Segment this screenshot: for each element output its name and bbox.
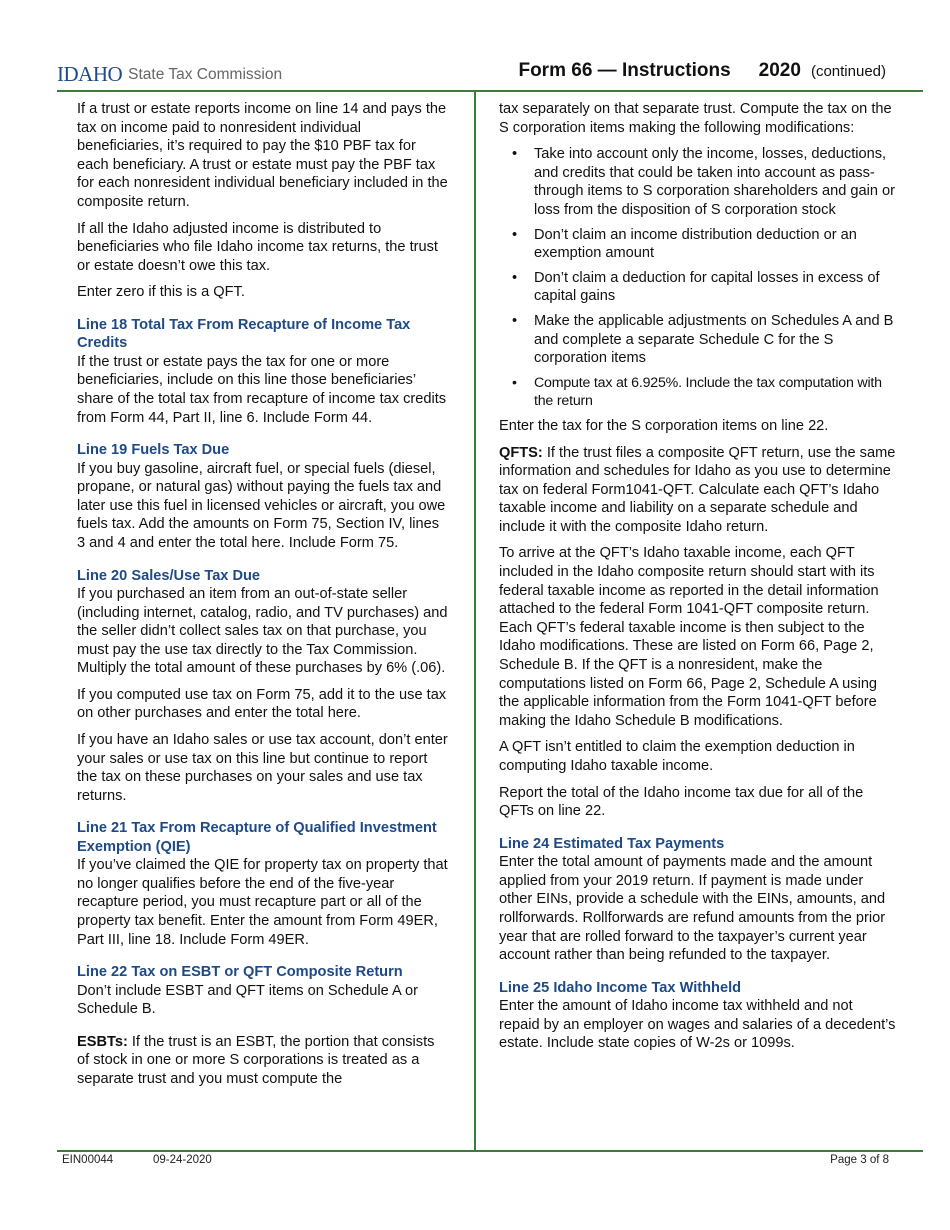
pbf-paragraph-2: If all the Idaho adjusted income is distributed to beneficiaries who file Idaho income tax returns, the trust or estate doesn’t owe this tax.	[77, 220, 438, 274]
line-20-heading: Line 20 Sales/Use Tax Due	[77, 567, 261, 584]
qft-report-text: Report the total of the Idaho income tax due for all of the QFTs on line 22.	[499, 784, 864, 820]
line-22-heading: Line 22 Tax on ESBT or QFT Composite Return	[77, 964, 403, 981]
footer-rule	[57, 1150, 923, 1152]
page-number: Page 3 of 8	[830, 1154, 889, 1166]
qft-taxable-income-text: To arrive at the QFT’s Idaho taxable income, each QFT included in the Idaho composite return should start with its federal taxable income as reported in the detail information attached to the federal Form 1041-QFT composite return. Each QFT’s federal taxable income is then subject to the Idaho modifications. These are listed on Form 66, Page 2, Schedule B. If the QFT is a nonresident, make the computations listed on Form 66, Page 2, Schedule A using the applicable information from the Form 1041-QFT before making the Idaho Schedule B modifications.	[499, 545, 879, 729]
left-column	[77, 100, 449, 1097]
qfts-text	[499, 444, 897, 537]
list-item: • Compute tax at 6.925%. Include the tax computation with the return	[499, 374, 897, 411]
pbf-paragraph-3: Enter zero if this is a QFT.	[77, 284, 245, 301]
line-18-text: If the trust or estate pays the tax for one or more beneficiaries, include on this line those beneficiaries’ share of the total tax from recapture of income tax credits from Form 44, Part II, line 6. Include Form 44.	[77, 353, 447, 426]
qfts-label: QFTS:	[499, 444, 543, 461]
line-20-text-3: If you have an Idaho sales or use tax account, don’t enter your sales or use tax on this line but continue to report the tax on these purchases on your sales and use tax returns.	[77, 732, 448, 804]
pbf-paragraph-1: If a trust or estate reports income on line 14 and pays the tax on income paid to nonresident individual beneficiaries, it’s required to pay the $10 PBF tax for each beneficiary. A trust or estate must pay the PBF tax for each nonresident individual beneficiary included in the composite return.	[77, 101, 448, 210]
line-21-text: If you’ve claimed the QIE for property tax on property that no longer qualifies before the end of the five-year recapture period, you must recapture part or all of the property tax benefit. Enter the amount from Form 49ER, Part III, line 18. Include Form 49ER.	[77, 857, 448, 948]
line-22-text-1: Don’t include ESBT and QFT items on Schedule A or Schedule B.	[77, 982, 418, 1018]
line-24-text: Enter the total amount of payments made and the amount applied from your 2019 return. If payment is made under other EINs, provide a schedule with the EINs, amounts, and rollforwards. Rollforwards are refund amounts from the prior year that are rolled forward to the taxpayer’s current year account rather than being refunded to the taxpayer.	[499, 854, 886, 964]
column-divider	[474, 91, 476, 1151]
line-20-text-1: If you purchased an item from an out-of-state seller (including internet, catalog, radio, and TV purchases) and the seller didn’t collect sales tax on that purchase, you must pay the use tax directly to the Tax Commission. Multiply the total amount of these purchases by 6% (.06).	[77, 585, 448, 677]
form-code: EIN00044	[62, 1154, 114, 1166]
list-item: • Don’t claim an income distribution deduction or an exemption amount	[499, 226, 897, 263]
line-21-heading: Line 21 Tax From Recapture of Qualified Investment Exemption (QIE)	[77, 820, 437, 855]
esbt-body: If the trust is an ESBT, the portion that consists of stock in one or more S corporations is treated as a separate trust and you must compute the	[77, 1033, 435, 1087]
line-19-text: If you buy gasoline, aircraft fuel, or special fuels (diesel, propane, or natural gas) without paying the fuels tax and later use this fuel in licensed vehicles or aircraft, you owe fuels tax. Add the amounts on Form 75, Section IV, lines 3 and 4 and enter the total here. Include Form 75.	[77, 460, 446, 551]
esbt-label: ESBTs:	[77, 1033, 128, 1050]
idaho-logo	[57, 62, 282, 87]
tax-year: 2020	[758, 60, 801, 81]
line-24-heading: Line 24 Estimated Tax Payments	[499, 835, 725, 852]
list-item: • Don’t claim a deduction for capital losses in excess of capital gains	[499, 269, 897, 306]
line-22-esbt-text	[77, 1033, 449, 1089]
logo-subtitle: State Tax Commission	[128, 65, 283, 83]
right-column	[499, 100, 897, 1061]
continued-label: (continued)	[810, 63, 886, 80]
line-25-heading: Line 25 Idaho Income Tax Withheld	[499, 979, 742, 996]
modification-list	[499, 145, 897, 411]
line-20-text-2: If you computed use tax on Form 75, add it to the use tax on other purchases and enter the total here.	[77, 686, 447, 722]
page-header	[57, 58, 886, 90]
form-title: Form 66 — Instructions	[518, 60, 731, 81]
s-corp-line-22-text: Enter the tax for the S corporation items on line 22.	[499, 417, 829, 434]
line-19-heading: Line 19 Fuels Tax Due	[77, 442, 230, 459]
line-25-text: Enter the amount of Idaho income tax withheld and not repaid by an employer on wages and salaries of a decedent’s estate. Include state copies of W-2s or 1099s.	[499, 998, 896, 1052]
esbt-continued-text: tax separately on that separate trust. Compute the tax on the S corporation items making the following modifications:	[499, 101, 892, 136]
revision-date: 09-24-2020	[153, 1154, 212, 1166]
logo-wordmark: IDAHO	[57, 62, 123, 86]
qft-exemption-text: A QFT isn’t entitled to claim the exemption deduction in computing Idaho taxable income.	[499, 739, 855, 774]
header-rule	[57, 90, 923, 92]
title-block	[518, 60, 886, 82]
list-item: • Make the applicable adjustments on Schedules A and B and complete a separate Schedule C for the S corporation items	[499, 312, 897, 368]
line-18-heading: Line 18 Total Tax From Recapture of Income Tax Credits	[77, 316, 411, 352]
qfts-body: If the trust files a composite QFT return, use the same information and schedules for Idaho as you use to determine tax on federal Form1041-QFT. Calculate each QFT’s Idaho taxable income and liability on a separate schedule and include it with the composite Idaho return.	[499, 444, 896, 535]
list-item: • Take into account only the income, losses, deductions, and credits that could be taken into account as pass-through items to S corporation shareholders and gain or loss from the disposition of S corporation stock	[499, 145, 897, 219]
